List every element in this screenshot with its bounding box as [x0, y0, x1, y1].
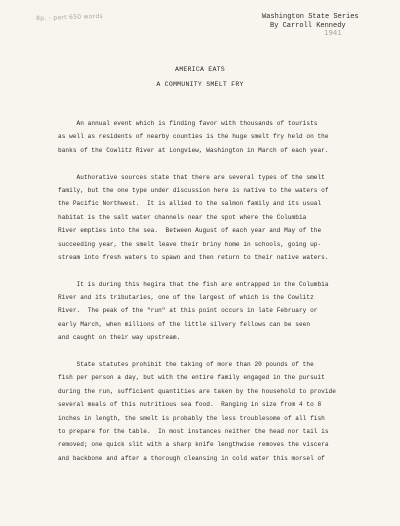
- series-header: [262, 13, 359, 37]
- paragraph: [58, 171, 376, 265]
- text-line: succeeding year, the smelt leave their briny home in schools, going up-: [58, 240, 322, 248]
- text-line: An annual event which is finding favor with thousands of tourists: [58, 120, 318, 127]
- text-line: State statutes prohibit the taking of more than 20 pounds of the: [58, 361, 314, 369]
- text-line: to prepare for the table. In most instances neither the head nor tail is: [58, 427, 329, 435]
- text-line: River empties into the sea. Between August of each year and May of the: [58, 227, 322, 235]
- text-line: River and its tributaries, one of the largest of which is the Cowlitz: [58, 294, 314, 302]
- text-line: Authorative sources state that there are several types of the smelt: [58, 173, 325, 181]
- paragraph: [58, 278, 376, 345]
- text-line: habitat is the salt water channels near the spot where the Columbia: [58, 213, 307, 221]
- text-line: fish per person a day, but with the entire family engaged in the pursuit: [58, 374, 325, 382]
- text-line: River. The peak of the "run" at this point occurs in late February or: [58, 307, 318, 315]
- text-line: early March, when millions of the little silvery fellows can be seen: [58, 320, 311, 328]
- handwritten-year: 1941: [324, 29, 342, 37]
- text-line: inches in length, the smelt is probably the less troublesome of all fish: [58, 414, 325, 422]
- series-name: Washington State Series: [262, 13, 359, 21]
- document-subtitle: A COMMUNITY SMELT FRY: [156, 81, 244, 88]
- text-line: removed; one quick slit with a sharp knife lengthwise removes the viscera: [58, 441, 329, 449]
- text-line: banks of the Cowlitz River at Longview, Washington in March of each year.: [58, 146, 329, 154]
- pencil-annotation: 8p. - part 650 words: [35, 12, 104, 23]
- text-line: during the run, sufficient quantities are taken by the household to provide: [58, 387, 337, 395]
- text-line: and backbone and after a thorough cleansing in cold water this morsel of: [58, 454, 325, 462]
- text-line: as well as residents of nearby counties is the huge smelt fry held on the: [58, 133, 329, 141]
- text-line: stream into fresh waters to spawn and then return to their native waters.: [58, 253, 329, 261]
- author-line: By Carroll Kennedy: [270, 22, 346, 30]
- document-body: [58, 117, 376, 465]
- paragraph: [58, 358, 376, 465]
- text-line: It is during this hegira that the fish are entrapped in the Columbia: [58, 280, 329, 288]
- text-line: and caught on their way upstream.: [58, 334, 181, 342]
- text-line: family, but the one type under discussion here is native to the waters of: [58, 186, 329, 194]
- paragraph: [58, 117, 376, 157]
- text-line: the Pacific Northwest. It is allied to the salmon family and its usual: [58, 200, 322, 208]
- text-line: several meals of this nutritious sea food. Ranging in size from 4 to 8: [58, 401, 322, 409]
- document-title: AMERICA EATS: [175, 66, 225, 73]
